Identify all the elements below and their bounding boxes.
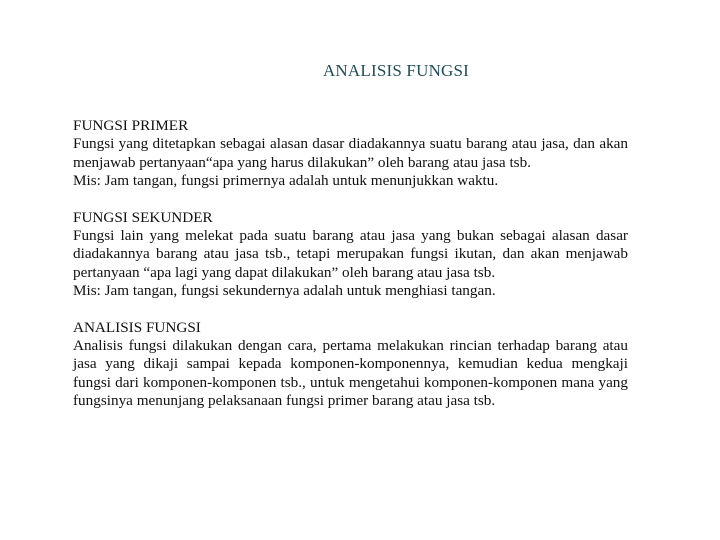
section-heading: FUNGSI PRIMER bbox=[73, 117, 189, 134]
section-example: Mis: Jam tangan, fungsi primernya adalah untuk menunjukkan waktu. bbox=[73, 172, 499, 190]
section-fungsi-primer bbox=[73, 117, 628, 191]
section-heading: FUNGSI SEKUNDER bbox=[73, 208, 213, 226]
section-body: Fungsi yang ditetapkan sebagai alasan dasar diadakannya suatu barang atau jasa, dan akan menjawab pertanyaan“apa yang harus dilakukan” oleh barang atau jasa tsb. bbox=[73, 135, 628, 171]
section-analisis-fungsi bbox=[73, 319, 628, 411]
section-example: Mis: Jam tangan, fungsi sekundernya adalah untuk menghiasi tangan. bbox=[73, 282, 496, 300]
section-heading: ANALISIS FUNGSI bbox=[73, 318, 201, 336]
section-body: Analisis fungsi dilakukan dengan cara, pertama melakukan rincian terhadap barang atau jasa yang dikaji sampai kepada komponen-komponennya, kemudian kedua mengkaji fungsi dari komponen-komponen tsb., untuk mengetahui komponen-komponen mana yang fungsinya menunjang pelaksanaan fungsi primer barang atau jasa tsb. bbox=[73, 337, 628, 410]
slide-content bbox=[73, 117, 628, 429]
slide-title: ANALISIS FUNGSI bbox=[322, 61, 470, 80]
section-body: Fungsi lain yang melekat pada suatu barang atau jasa yang bukan sebagai alasan dasar diadakannya barang atau jasa tsb., tetapi merupakan fungsi ikutan, dan akan menjawab pertanyaan “apa lagi yang dapat dilakukan” oleh barang atau jasa tsb. bbox=[73, 227, 628, 281]
section-fungsi-sekunder bbox=[73, 209, 628, 301]
